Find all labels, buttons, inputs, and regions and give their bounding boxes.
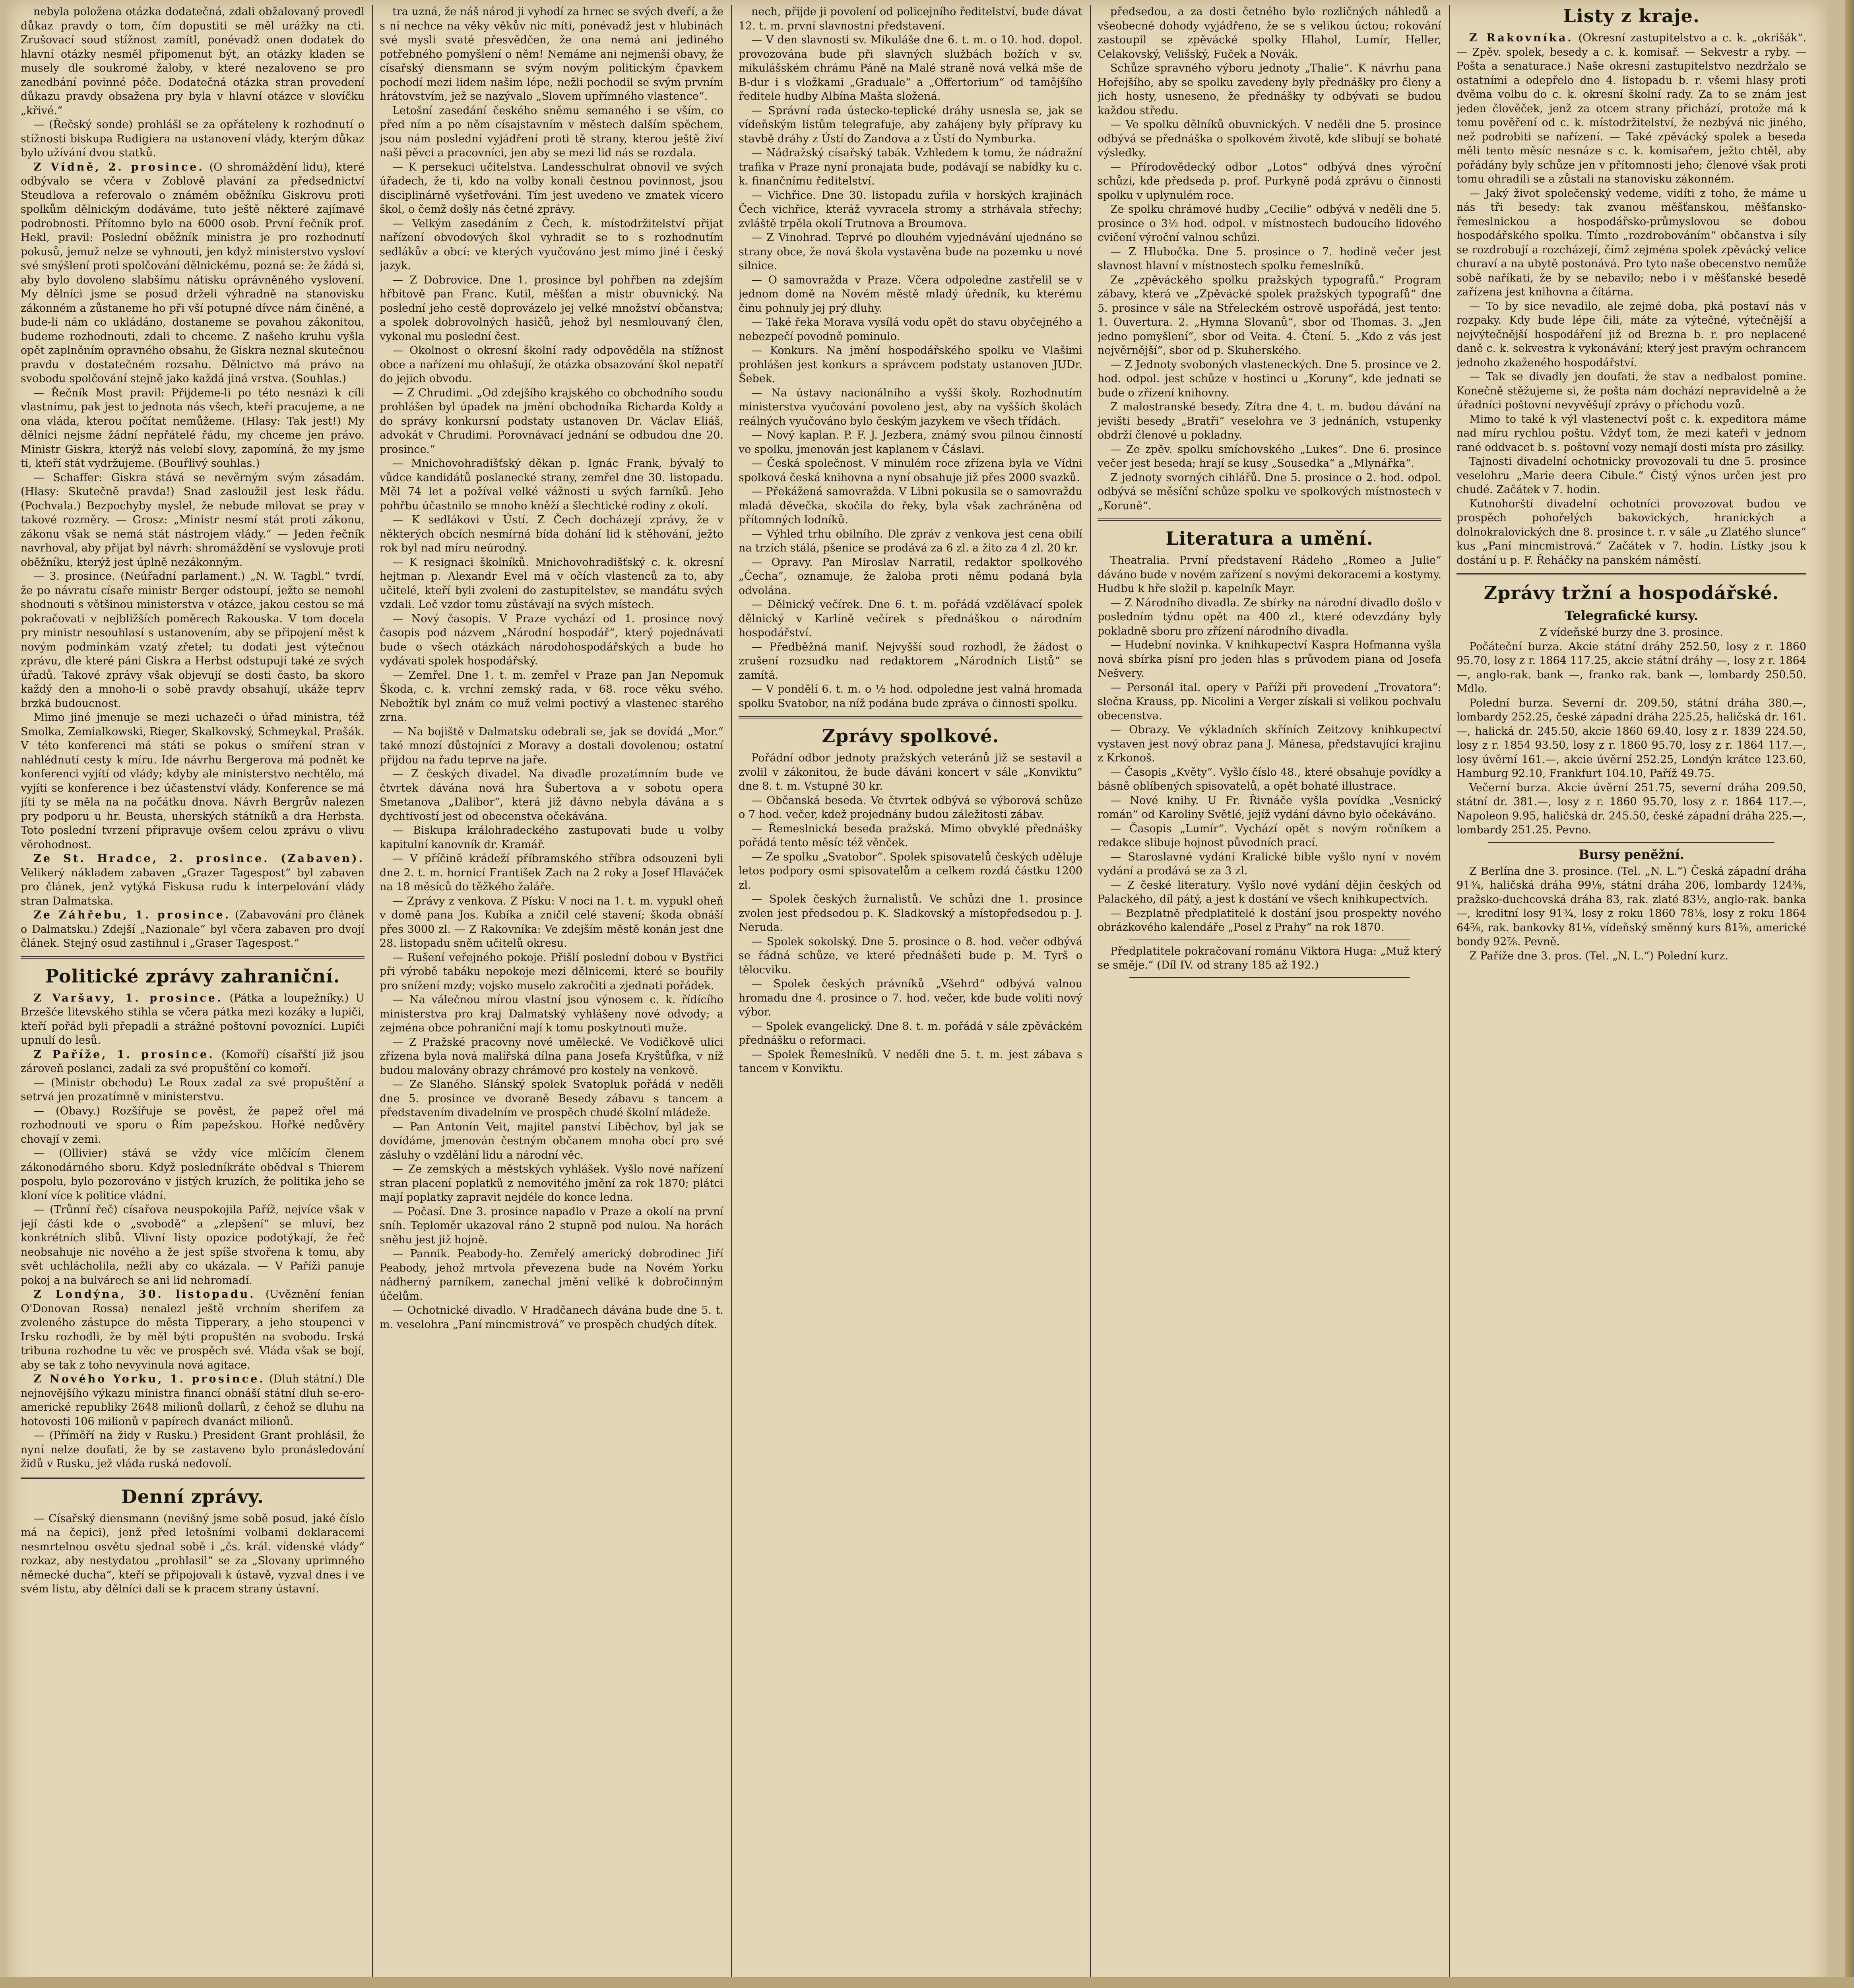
- page-bottom-edge: [0, 1977, 1854, 1988]
- paragraph: — V den slavnosti sv. Mikuláše dne 6. t. m. o 10. hod. dopol. provozována bude při slavných službách božích v sv. mikulášském chrámu Páně na Malé straně nová velká mše de B-dur i s vložkami „Graduale“ a „Offertorium“ od tamějšího ředitele hudby Albína Mašta složená.: [739, 34, 1082, 103]
- paragraph: Z vídeňské burzy dne 3. prosince.: [1540, 626, 1723, 639]
- section-divider: [739, 716, 1082, 718]
- paragraph: — V příčině krádeží příbramského stříbra odsouzeni byli dne 2. t. m. hornicí František Zach na 2 roky a Josef Hlaváček na 18 měsíců do těžkého žaláře.: [380, 852, 723, 893]
- paragraph: — Časopis „Květy“. Vyšlo číslo 48., které obsahuje povídky a básně oblíbených spisovatelů, a opět bohaté illustrace.: [1098, 766, 1441, 792]
- paragraph: — Česká společnost. V minulém roce zřízena byla ve Vídni spolková česká knihovna a nyní obsahuje již přes 2000 svazků.: [739, 457, 1082, 484]
- column-3: [739, 5, 1082, 1988]
- paragraph: Theatralia. První představení Rádeho „Romeo a Julie“ dáváno bude v novém zařízení s novými dekoracemi a kostymy. Hudbu k hře složil p. kapelník Mayr.: [1098, 554, 1441, 595]
- dateline: Z Varšavy, 1. prosince.: [33, 992, 223, 1004]
- paragraph: — Spolek evangelický. Dne 8. t. m. pořádá v sále zpěváckém přednášku o reformaci.: [739, 1020, 1082, 1046]
- paragraph: — Ze zpěv. spolku smíchovského „Lukes“. Dne 6. prosince večer jest beseda; hrají se kusy „Sousedka“ a „Mlynářka“.: [1098, 443, 1441, 470]
- divider: [1488, 842, 1774, 843]
- paragraph: — (Ministr obchodu) Le Roux zadal za své propuštění a setrvá jen prozatímně v ministerstvu.: [21, 1076, 365, 1103]
- section-divider: [21, 956, 365, 959]
- paragraph: — Nový kaplan. P. F. J. Jezbera, známý svou pilnou činností ve spolku, jmenován jest kaplanem v Čáslavi.: [739, 429, 1082, 456]
- paragraph: — K persekuci učitelstva. Landesschulrat obnovil ve svých úřadech, že ti, kdo na volby konali čestnou povinnost, jsou disciplinárně vyšetřováni. Tím jest uvedeno ve zmatek vícero škol, o čemž došly nás četné zprávy.: [380, 161, 723, 215]
- paragraph: Z Paříže dne 3. pros. (Tel. „N. L.“) Polední kurz.: [1469, 949, 1728, 962]
- paragraph: — Spolek Řemeslníků. V neděli dne 5. t. m. jest zábava s tancem v Konviktu.: [739, 1048, 1082, 1075]
- dateline: Z Rakovníka.: [1469, 32, 1573, 44]
- section-heading-markets: Zprávy tržní a hospodářské.: [1484, 582, 1779, 604]
- paragraph: — Ve spolku dělníků obuvnických. V neděli dne 5. prosince odbývá se přednáška o spolkovém životě, kde slibují se bohaté výsledky.: [1098, 118, 1441, 159]
- paragraph: Polední burza. Severní dr. 209.50, státní dráha 380.—, lombardy 252.25, české západní dráha 225.25, haličská dr. 161.—, halická dr. 245.50, akcie 1860 69.40, losy z r. 1839 224.50, losy z r. 1854 93.50, losy z r. 1860 95.70, losy z r. 1864 117.—, losy úvěrní 161.—, akcie úvěrní 252.25, Londýn krátce 123.60, Hamburg 92.10, Frankfurt 104.10, Paříž 49.75.: [1456, 697, 1806, 780]
- subheading-telegraph-rates: Telegrafické kursy.: [1565, 608, 1698, 623]
- paragraph: Počáteční burza. Akcie státní dráhy 252.50, losy z r. 1860 95.70, losy z r. 1864 117.25, akcie státní dráhy —, losy z r. 1864 —, anglo-rak. bank —, franko rak. bank —, lombardy 250.50. Mdlo.: [1456, 640, 1806, 695]
- section-heading-daily: Denní zprávy.: [121, 1485, 264, 1507]
- divider: [1129, 977, 1410, 978]
- section-heading-regions: Listy z kraje.: [1563, 5, 1700, 27]
- paragraph: Z jednoty svorných cihlářů. Dne 5. prosince o 2. hod. odpol. odbývá se měsíční schůze spolku ve spolkových místnostech v „Koruně“.: [1098, 471, 1441, 512]
- paragraph: Letošní zasedání českého sněmu semaného i se vším, co před ním a po něm císajstavním v městech dalším spěchem, jsou nám poslední vyjádření proti tě strany, kterou ještě živí naši pěvci a pracovníci, jen aby se mezi lid nás se rozdala.: [380, 104, 723, 159]
- paragraph: — Ochotnické divadlo. V Hradčanech dávána bude dne 5. t. m. veselohra „Paní mincmistrová“ ve prospěch chudých dítek.: [380, 1304, 723, 1331]
- column-4: [1098, 5, 1441, 1988]
- paragraph: — Na bojiště v Dalmatsku odebrali se, jak se dovídá „Mor.“ také mnozí důstojníci z Moravy a dostali dovolenou; ostatní přijdou na řadu teprve na jaře.: [380, 725, 723, 766]
- news-item: [21, 1048, 365, 1076]
- column-5: [1456, 5, 1806, 1988]
- paragraph: Předplatitele pokračovaní románu Viktora Huga: „Muž který se směje.“ (Díl IV. od strany 185 až 192.): [1098, 945, 1441, 971]
- column-rule: [1090, 5, 1091, 1988]
- paragraph: Mimo jiné jmenuje se mezi uchazeči o úřad ministra, též Smolka, Zemialkowski, Rieger, Skalkovský, Schmeykal, Prašák. V této konferenci má státi se pokus o smíření stran v nahlédnutí cesty k míru. Ide návrhu Bergerova má podnět ke konferenci vyjítí od vlády; kdyby ale ministerstvo nechtělo, má vyjíti se konference i bez účastenství vlády. Konference se má jíti ty se měla na na počátku dnova. Návrh Bergrův nalezen pry podporu u hr. Beusta, uherských státníků a dra Herbsta. Toto poslední tvrzení připravuje ovšem celou zprávu o vlivu věrohodnost.: [21, 711, 365, 851]
- paragraph: — Biskupa králohradeckého zastupovati bude u volby kapitulní kanovník dr. Kramář.: [380, 824, 723, 851]
- paragraph: — Konkurs. Na jmění hospodářského spolku ve Vlašimi prohlášen jest konkurs a správcem podstaty ustanoven JUDr. Šebek.: [739, 344, 1082, 385]
- paragraph: nebyla položena otázka dodatečná, zdali obžalovaný provedl důkaz pravdy o tom, čím dopustiti se měl urážky na cti. Zrušovací soud stížnost zamítl, ponévadž onen dodatek do hlavní otázky nesměl připomenut být, an otázky kladen se musely dle soukromé žaloby, v které nezaloveno se pro zanedbání povinné péče. Dodatečná otázka stran provedení důkazu pravdy obsažena pry byla v hlavní otázce v slovíčku „křivé.“: [21, 6, 365, 117]
- paragraph: — Z české literatury. Vyšlo nové vydání dějin českých od Palackého, díl pátý, a jest k dostání ve všech knihkupectvích.: [1098, 879, 1441, 905]
- news-text: (Uvěznění fenian O'Donovan Rossa) nenalezl ještě vrchním sherifem za zvoleného zástupce do města Tipperary, a jeho stoupenci v Irsku rozhodli, že by měl býti propuštěn na svobodu. Irská tribuna rozhodne tu věc ve prospěch své. Vláda však se bojí, aby se tak z toho nevyvinula nová agitace.: [21, 1288, 365, 1371]
- paragraph: — Staroslavné vydání Kralické bible vyšlo nyní v novém vydání a prodává se za 3 zl.: [1098, 850, 1441, 877]
- news-text: (Okresní zastupitelstvo a c. k. „okrišák“. — Zpěv. spolek, besedy a c. k. komisař. — Sekvestr a ryby. — Pošta a senaturace.) Naše okresní zastupitelstvo nezdržalo se ostatními a odepřelo dne 4. listopadu b. r. všemi hlasy proti dvěma volbu do c. k. okresní školní rady. Za to se znám jest jeden člověček, jenž za otcem strany přichází, protože má k tomu pověření od c. k. místodržitelství, že nezbývá nic jiného, než podrobiti se nařízení. — Také zpěvácký spolek a beseda měli tento měsíc nesnáze s c. k. komisařem, ježto chtěl, aby pořádány byly schůze jen v přítomnosti jeho; členové však proti tomu ohradili se a zůstali na stanovisku zákonném.: [1456, 32, 1806, 185]
- paragraph: — Z Vinohrad. Teprvé po dlouhém vyjednávání ujednáno se strany obce, že nová škola vystavěna bude na pozemku u nové silnice.: [739, 231, 1082, 272]
- paragraph: — Jaký život společenský vedeme, vidíti z toho, že máme u nás tři besedy: tak zvanou měšťanskou, měšťansko-řemeslnickou a hospodářsko-průmyslovou se dobou hospodářského spolku. Tímto „rozdrobováním“ občanstva i síly se rozdrobují a rozcházejí, čímž zejména spolek zpěvácký velice churaví a na ubytě postonává. Pro tyto naše obecenstvo nemůže sobě naříkati, že by se nebavilo; nebo i v měšťanské besedě zařízena jest knihovna a čítárna.: [1456, 187, 1806, 298]
- paragraph: — O samovražda v Praze. Včera odpoledne zastřelil se v jednom domě na Novém městě mladý úředník, ku kterému činu pohnuly jej prý dluhy.: [739, 274, 1082, 315]
- paragraph: — K resignaci školníků. Mnichovohradišťský c. k. okresní hejtman p. Alexandr Evel má v očích vlastenců za to, aby učitelé, kteří byli zvoleni do zastupitelstev, se mandátu svých vzdali. Leč vzdor tomu zůstávají na svých místech.: [380, 556, 723, 611]
- paragraph: předsedou, a za dosti četného bylo rozličných náhledů a všeobecné dohody vyjádřeno, že se s velikou úctou; rokování zastoupil se zpěvácké spolky Hlahol, Lumír, Heller, Celakovský, Velišský, Fuček a Novák.: [1098, 6, 1441, 60]
- news-item: [21, 852, 365, 908]
- dateline: Z Nového Yorku, 1. prosince.: [33, 1373, 265, 1385]
- paragraph: — Ze spolku „Svatobor“. Spolek spisovatelů českých uděluje letos podpory osmi spisovatelům a celkem rozdá částku 1200 zl.: [739, 850, 1082, 891]
- paragraph: — Překážená samovražda. V Libni pokusila se o samovraždu mladá děvečka, skočila do řeky, byla však zachráněna od přítomných lodníků.: [739, 485, 1082, 526]
- paragraph: Kutnohorští divadelní ochotníci provozovat budou ve prospěch pohořelých bakovických, hranických a dolnokralovických dne 8. prosince t. r. v sále „u Zlatého slunce“ kus „Paní mincmistrová.“ Začátek v 7. hodin. Lístky jsou k dostání u p. F. Řeháčky na panském náměstí.: [1456, 497, 1806, 567]
- paragraph: — Rušení veřejného pokoje. Přišlí poslední dobou v Bystřici při výrobě tabáku nepokoje mezi dělnicemi, které se bouřily pro snížení mzdy; vojsko muselo zakročiti a zjednati pořádek.: [380, 951, 723, 992]
- news-text: Velikerý nákladem zabaven „Grazer Tagespost“ byl zabaven pro článek, jenž vytýká Fiskusa rudu k interpelování vlády stran Dalmatska.: [21, 866, 365, 907]
- paragraph: Tajnosti divadelní ochotnicky provozovali tu dne 5. prosince veselohru „Marie deera Cibule.“ Čistý výnos určen jest pro chudé. Začátek v 7. hodin.: [1456, 455, 1806, 496]
- paragraph: — Z Chrudimi. „Od zdejšího krajského co obchodního soudu prohlášen byl úpadek na jmění obchodníka Richarda Koldy a do správy konkursní podstaty ustanoven Dr. Václav Eliáš, advokát v Chrudimi. Porovnávací jednání se odbudou dne 20. prosince.“: [380, 386, 723, 456]
- paragraph: — Obrazy. Ve výkladních skříních Zeitzovy knihkupectví vystaven jest nový obraz pana J. Mánesa, představující krajinu z Krkonoš.: [1098, 724, 1441, 764]
- paragraph: Pořádní odbor jednoty pražských veteránů již se sestavil a zvolil v zákonitou, že bude dáváni koncert v sále „Konviktu“ dne 8. t. m. Vstupné 30 kr.: [739, 752, 1082, 792]
- news-item: [21, 1372, 365, 1429]
- paragraph: — Opravy. Pan Miroslav Narratil, redaktor spolkového „Čecha“, oznamuje, že žaloba proti němu podaná byla odvolána.: [739, 556, 1082, 597]
- paragraph: — Spolek českých právníků „Všehrd“ odbývá valnou hromadu dne 4. prosince o 7. hod. večer, kde bude voliti nový výbor.: [739, 978, 1082, 1018]
- paragraph: — Nádražský císařský tabák. Vzhledem k tomu, že nádražní trafika v Praze nyní pronajata bude, podávají se nabídky ku c. k. finančnímu ředitelství.: [739, 147, 1082, 187]
- news-text: (Komoří) císařští již jsou zároveň poslanci, zadali za své propuštění co komoří.: [21, 1048, 365, 1075]
- paragraph: — Ze Slaného. Slánský spolek Svatopluk pořádá v neděli dne 5. prosince ve dvoraně Besedy zábavu s tancem a představením divadelním ve prospěch chudé školní mládeže.: [380, 1078, 723, 1119]
- paragraph: — V pondělí 6. t. m. o ½ hod. odpoledne jest valná hromada spolku Svatobor, na níž podána bude zpráva o činnosti spolku.: [739, 683, 1082, 710]
- section-divider: [21, 1477, 365, 1479]
- paragraph: — Počasí. Dne 3. prosince napadlo v Praze a okolí na první sníh. Teploměr ukazoval ráno 2 stupně pod nulou. Na horách sněhu jest již hojně.: [380, 1205, 723, 1246]
- paragraph: — Na ústavy nacionálního a vyšší školy. Rozhodnutím ministerstva vyučování povoleno jest, aby na vyšších školách reálných vyučováno bylo českým jazykem ve všech třídách.: [739, 386, 1082, 427]
- news-item: [21, 160, 365, 386]
- news-item: [21, 908, 365, 951]
- paragraph: — Správní rada ústecko-teplické dráhy usnesla se, jak se vídeňským listům telegrafuje, aby zahájeny byly přípravy ku stavbě dráhy z Ústí do Zandova a z Ústí do Nymburka.: [739, 104, 1082, 145]
- paragraph: — Občanská beseda. Ve čtvrtek odbývá se výborová schůze o 7 hod. večer, kdež projednány budou záležitosti zábav.: [739, 794, 1082, 821]
- column-rule: [372, 5, 373, 1988]
- dateline: Ze St. Hradce, 2. prosince. (Zabaven).: [33, 852, 365, 865]
- paragraph: — To by sice nevadilo, ale zejmé doba, pká postaví nás v rozpaky. Kdy bude lépe čili, máte za výtečné, výtečnější a nejvýtečnější hospodáření již od Brezna b. r. pro neplacené daně c. k. sekvestra k vykonávání; který jest pravým ochrancem jednoho zkaženého hospodářství.: [1456, 300, 1806, 369]
- news-text: (Zabavování pro článek o Dalmatsku.) Zdejší „Nazionale“ byl včera zabaven pro dvojí článek. Stejný osud zastihnul i „Graser Tagespost.“: [21, 909, 365, 949]
- page-edge: [1845, 0, 1854, 1988]
- paragraph: — Předběžná manif. Nejvyšší soud rozhodl, že žádost o zrušení rozsudku nad redaktorem „Národních Listů“ se zamítá.: [739, 641, 1082, 681]
- section-heading-politics: Politické zprávy zahraniční.: [45, 965, 340, 987]
- paragraph: — (Ollivier) stává se vždy více mlčícím členem zákonodárného sboru. Když posledníkráte obědval s Thierem pospolu, bylo pozorováno v jistých kruzích, že politika jeho se kloní více k politice vládní.: [21, 1147, 365, 1202]
- paragraph: — Z Jednoty svoboných vlasteneckých. Dne 5. prosince ve 2. hod. odpol. jest schůze v hostinci u „Koruny“, kde jednati se bude o zřízení knihovny.: [1098, 358, 1441, 399]
- news-text: (O shromáždění lidu), které odbývalo se včera v Zoblově plavání za předsednictví Steudlova a referovalo o známém oběžníku Giskrovu proti spolkům dělnickým dodáváme, tuto ještě některé zajímavé podrobnosti. Přítomno bylo na 6000 osob. První řečník prof. Hekl, pravil: Poslední oběžník ministra je pro rozhodnutí pokusů, jemuž nelze se vyhnouti, jen když ministerstvo vysloví své smýšlení proti spolčování dělnickému, pozná se: že žádá si, aby bylo dovoleno slabšímu nátisku oprávněného vyslovení. My dělníci jsme se posud drželi výhradně na stanovisku zákonném a zůstaneme ho při vší potupné dívce nám činěné, a bude-li nám co ukládáno, dostaneme se povahou zákonitou, budeme rozhodnouti, zdali to chceme. Z našeho kruhu vyšla opět zaplněním opravného obsahu, že Giskra neznal skutečnou pravdu v dostatečném rozsahu. Dělnictvo má právo na svobodu spolčování stejně jako každá jiná vrstva. (Souhlas.): [21, 161, 365, 385]
- paragraph: — Na válečnou mírou vlastní jsou výnosem c. k. řídícího ministerstva pro kraj Dalmatský vyhlášeny nové odvody; a zejména obce pohraniční mají k tomu poskytnouti muže.: [380, 994, 723, 1034]
- paragraph: — (Trůnní řeč) císařova neuspokojila Paříž, nejvíce však v její části kde o „svobodě“ a „zlepšení“ se mluví, bez konkrétních slibů. Vlivní listy opozice podotýkají, že řeč neobsahuje nic nového a že jest spíše stvořena k tomu, aby svět uchlácholila, nežli aby co ukázala. — V Paříži panuje pokoj a na bulvárech se ani lid nehromadí.: [21, 1204, 365, 1287]
- paragraph: — Spolek českých žurnalistů. Ve schůzi dne 1. prosince zvolen jest předsedou p. K. Sladkovský a místopředsedou p. J. Neruda.: [739, 893, 1082, 934]
- paragraph: — Nové knihy. U Fr. Řivnáče vyšla povídka „Vesnický román“ od Karoliny Světlé, jejíž vydání dávno bylo očekáváno.: [1098, 794, 1441, 821]
- paragraph: — Z Dobrovice. Dne 1. prosince byl pohřben na zdejším hřbitově pan Franc. Kutil, měšťan a mistr obuvnický. Na poslední jeho cestě doprovázelo jej velké množství občanstva; a spolek dobrovolných hasičů, jehož byl nesmlouvaný člen, vykonal mu poslední čest.: [380, 274, 723, 343]
- paragraph: — Bezplatně předplatitelé k dostání jsou prospekty nového obrázkového kalendáře „Posel z Prahy“ na rok 1870.: [1098, 907, 1441, 934]
- paragraph: — Dělnický večírek. Dne 6. t. m. pořádá vzdělávací spolek dělnický v Karlíně večírek s přednáškou o národním hospodářství.: [739, 598, 1082, 639]
- column-1: [21, 5, 365, 1988]
- paragraph: — Z Národního divadla. Ze sbírky na národní divadlo došlo v posledním týdnu opět na 400 zl., které odevzdány byly pokladně sboru pro zřízení národního divadla.: [1098, 596, 1441, 637]
- paragraph: — Okolnost o okresní školní rady odpověděla na stížnost obce a nařízení mu ohlašují, že otázka obsazování škol nepatří do jejich obvodu.: [380, 344, 723, 385]
- paragraph: — (Příměří na židy v Rusku.) President Grant prohlásil, že nyní nelze doufati, že by se zastaveno bylo pronásledování židů v Rusku, jež vláda ruská nedovolí.: [21, 1429, 365, 1470]
- paragraph: Mimo to také k výl vlastenectví pošt c. k. expeditora máme nad míru rychlou poštu. Vždyť tom, že mezi kateři v jednom rané oddvacet b. s. poštovní vozy nemají dosti místa pro zásilky.: [1456, 413, 1806, 454]
- news-item: [1456, 31, 1806, 186]
- paragraph: Ze „zpěváckého spolku pražských typografů.“ Program zábavy, která ve „Zpěvácké spolek pražských typografů“ dne 5. prosince v sále na Střeleckém ostrově uspořádá, jest tento: 1. Ouvertura. 2. „Hymna Slovanů“, sbor od Thomas. 3. „Jen jedno pomyšlení“, sbor od Veita. 4. Čtení. 5. „Kdo z vás jest nejvěrnější“, sbor od p. Skuherského.: [1098, 274, 1441, 357]
- subheading-money-markets: Bursy peněžní.: [1578, 846, 1684, 862]
- news-text: (Dluh státní.) Dle nejnovějšího výkazu ministra financí obnáší státní dluh se-ero-americké republiky 2648 milionů dollarů, z čehož se dluhu na hotovosti 106 milionů v papírech dvanáct milionů.: [21, 1373, 365, 1428]
- paragraph: Večerní burza. Akcie úvěrní 251.75, severní dráha 209.50, státní dr. 381.—, losy z r. 1860 95.70, losy z r. 1864 117.—, Napoleon 9.95, haličská dr. 245.50, české západní dráha 225.—, lombardy 251.25. Pevno.: [1456, 781, 1806, 836]
- paragraph: — Zemřel. Dne 1. t. m. zemřel v Praze pan Jan Nepomuk Škoda, c. k. vrchní zemský rada, v 68. roce věku svého. Nebožtík byl znám co muž velmi poctivý a vlastenec starého zrna.: [380, 669, 723, 724]
- paragraph: — Řemeslnická beseda pražská. Mimo obvyklé přednášky pořádá tento měsíc též věnček.: [739, 822, 1082, 849]
- paragraph: — Řečník Most pravil: Přijdeme-li po této nesnázi k cíli vlastnímu, pak jest to jednota nás všech, kteří pracujeme, a ne ona vláda, kterou počítat nemůžeme. (Hlasy: Tak jest!) My dělníci nejsme žádní nepřátelé řádu, my chceme jen právo. Ministr Giskra, kterýž nás velebí slovy, zapomíná, že my jsme ti, kteří stát vydržujeme. (Bouřlivý souhlas.): [21, 386, 365, 470]
- paragraph: — Zprávy z venkova. Z Písku: V noci na 1. t. m. vypukl oheň v domě pana Jos. Kubíka a zničil celé stavení; škoda obnáší přes 3000 zl. — Z Rakovníka: Ve zdejším městě konán jest dne 28. listopadu sněm učitelů okresu.: [380, 895, 723, 949]
- paragraph: nech, přijde ji povolení od policejního ředitelství, bude dávat 12. t. m. první slavnostní představení.: [739, 6, 1082, 32]
- paragraph: — Tak se divadly jen doufati, že stav a nedbalost pomine. Konečně stěžujeme si, že pošta nám dochází nepravidelně a že úřadníci poštovní nevyvěšují zprávy o příchodu vozů.: [1456, 371, 1806, 411]
- paragraph: tra uzná, že náš národ ji vyhodí za hrnec se svých dveří, a že s ní nechce na věky věkův nic míti, ponévadž jest v hlubinách své mysli svaté přesvědčen, že ona nemá ani jediného potřebného pomyšlení o něm! Nemáme ani nejmenší obavy, že císařský diensmann se svým novým politickým čpavkem pochodí mezi lidem našim lépe, nežli pochodil se svým prvním hrátovstvím, jež se nazývalo „Slovem upřímného vlastence“.: [380, 6, 723, 103]
- paragraph: — Nový časopis. V Praze vychází od 1. prosince nový časopis pod názvem „Národní hospodář“, který pojednávati bude o všech otázkách národohospodářských a bude ho vydávati spolek hospodářský.: [380, 612, 723, 667]
- paragraph: Z Berlína dne 3. prosince. (Tel. „N. L.“) Česká západní dráha 91¾, haličská dráha 99⅛, státní dráha 206, lombardy 124⅜, pražsko-duchcovská dráha 83, rak. zlaté 83½, anglo-rak. banka —, kreditní losy 91¾, losy z roku 1860 78⅛, losy z roku 1864 64⅝, rak. bankovky 81⅛, vídeňský směnný kurs 81⅝, americké bondy 92⅞. Pevně.: [1456, 865, 1806, 948]
- paragraph: — Pan Antonín Veit, majitel panství Liběchov, byl jak se dovídáme, jmenován čestným občanem mnoha obcí pro své zásluhy o vzdělání lidu a národní věc.: [380, 1120, 723, 1161]
- news-item: [21, 991, 365, 1048]
- newspaper-page: [7, 0, 1827, 1988]
- news-text: (Pátka a loupežníky.) U Brzešće litevského stihla se včera pátka mezi kozáky a lupiči, kteří pořád byli přepadli a strážné poštovní povozníci. Lupiči upnulí do lesů.: [21, 992, 365, 1046]
- paragraph: — Vichřice. Dne 30. listopadu zuřila v horských krajinách Čech vichřice, kteráž vyvracela stromy a strhávala střechy; zvláště trpěla okolí Trutnova a Broumova.: [739, 189, 1082, 230]
- paragraph: — Výhled trhu obilního. Dle zpráv z venkova jest cena obilí na trzích stálá, pšenice se prodává za 6 zl. a žito za 4 zl. 20 kr.: [739, 528, 1082, 554]
- paragraph: — Z Pražské pracovny nové umělecké. Ve Vodičkově ulici zřízena byla nová malířská dílna pana Josefa Kryštůfka, v níž budou malovány obrazy chrámové pro kostely na venkově.: [380, 1036, 723, 1077]
- paragraph: — Také řeka Morava vysílá vodu opět do stavu obyčejného a nebezpečí povodně pominulo.: [739, 316, 1082, 343]
- paragraph: — Velkým zasedáním z Čech, k. místodržitelství přijat nařízení obvodových škol vyhradit se to s rozhodnutím sedlákův a obcí: ve kterých vyučováno jest mimo jiné i český jazyk.: [380, 217, 723, 272]
- dateline: Z Paříže, 1. prosince.: [33, 1048, 215, 1061]
- dateline: Ze Záhřebu, 1. prosince.: [33, 909, 231, 921]
- dateline: Z Vídně, 2. prosince.: [33, 161, 204, 173]
- paragraph: — (Obavy.) Rozšířuje se pověst, že papež ořel má rozhodnouti ve sporu o Řím papežskou. Hořké nedůvěry chovají v zemi.: [21, 1105, 365, 1145]
- paragraph: Ze spolku chrámové hudby „Cecilie“ odbývá v neděli dne 5. prosince o 3½ hod. odpol. v místnostech budoucího lidového cvičení výroční valnou schůzi.: [1098, 203, 1441, 244]
- paragraph: — Ze zemských a městských vyhlášek. Vyšlo nové nařízení stran placení poplatků z nemovitého jmění za rok 1870; plátci mají poplatky zapravit nejdéle do konce ledna.: [380, 1163, 723, 1204]
- paragraph: — Císařský diensmann (nevišný jsme sobě posud, jaké číslo má na čepici), jenž před letošními volbami deklaracemi nesmrtelnou osvětu sjednal sobě i „čs. král. vídenské vlády“ rozkaz, aby nestydatou „prohlasil“ se za „Slovany uprimného německé ducha“, kteří se připojovali k ústavě, vyzval dnes i ve svém listu, aby dělníci dali se k pracem strany ústavní.: [21, 1512, 365, 1595]
- column-rule: [1449, 5, 1450, 1988]
- paragraph: — Časopis „Lumír“. Vychází opět s novým ročníkem a redakce slibuje hojnost původních prací.: [1098, 822, 1441, 849]
- section-heading-literature: Literatura a umění.: [1166, 528, 1373, 549]
- column-rule: [731, 5, 732, 1988]
- paragraph: Z malostranské besedy. Zítra dne 4. t. m. budou dávání na jevišti besedy „Bratři“ veselohra ve 3 jednáních, vstupenky obdrží členové u pokladny.: [1098, 401, 1441, 441]
- paragraph: — Pannik. Peabody-ho. Zemřelý americký dobrodinec Jiří Peabody, jehož mrtvola převezena bude na Novém Yorku nádherný parníkem, zanechal jmění veliké k dobročinným účelům.: [380, 1248, 723, 1303]
- paragraph: — Spolek sokolský. Dne 5. prosince o 8. hod. večer odbývá se řádná schůze, ve které přednášeti bude p. M. Tyrš o tělocviku.: [739, 935, 1082, 976]
- paragraph: — Schaffer: Giskra stává se nevěrným svým zásadám. (Hlasy: Skutečně pravda!) Snad zasloužil jest lesk řádu. (Pochvala.) Bezpochyby myslel, že nebude milovat se pray v takové rozměry. — Grosz: „Ministr nesmí stát proti zákonu, zákonu však se nemá stát nástrojem vlády.“ — Jeden řečník navrhoval, aby přijat byl návrh: shromáždění se vyslovuje proti oběžníku, kterýž jest úplně nezákonným.: [21, 471, 365, 569]
- paragraph: — Z českých divadel. Na divadle prozatímním bude ve čtvrtek dávána nová hra Šubertova a v sobotu opera Smetanova „Dalibor“, která již dávno nebyla dávána a s dychtivostí jest od obecenstva očekávána.: [380, 768, 723, 823]
- column-2: [380, 5, 723, 1988]
- paragraph: — Hudební novinka. V knihkupectví Kaspra Hofmanna vyšla nová sbírka písní pro jeden hlas s průvodem piana od Josefa Nešvery.: [1098, 639, 1441, 679]
- paragraph: — Mnichovohradišťský děkan p. Ignác Frank, bývalý to vůdce kandidátů poslanecké strany, zemřel dne 30. listopadu. Měl 74 let a požíval velké vážnosti u svých farníků. Jeho pohřbu účastnilo se mnoho kněží a šlechtické rodiny z okolí.: [380, 457, 723, 512]
- paragraph: — Z Hlubočka. Dne 5. prosince o 7. hodině večer jest slavnost hlavní v místnostech spolku řemeslníků.: [1098, 245, 1441, 272]
- paragraph: — Personál ital. opery v Paříži při provedení „Trovatora“: slečna Krauss, pp. Nicolini a Verger získali si velikou pochvalu obecenstva.: [1098, 681, 1441, 722]
- dateline: Z Londýna, 30. listopadu.: [33, 1288, 256, 1301]
- paragraph: Schůze spravného výboru jednoty „Thalie“. K návrhu pana Hořejšího, aby se spolku zavedeny byly přednášky pro členy a jich hosty, usneseno, že přednášky ty odbývati se budou každou středu.: [1098, 62, 1441, 117]
- section-divider: [1456, 573, 1806, 575]
- section-heading-societies: Zprávy spolkové.: [822, 725, 999, 747]
- paragraph: — K sedlákovi v Ústí. Z Čech docházejí zprávy, že v některých obcích nesmírná bída dohání lid k stěhování, ježto rok byl nad míru neúrodný.: [380, 514, 723, 554]
- section-divider: [1098, 518, 1441, 521]
- paragraph: — Přírodovědecký odbor „Lotos“ odbývá dnes výroční schůzi, kde předseda p. prof. Purkyně podá zprávu o činnosti spolku v uplynulém roce.: [1098, 161, 1441, 202]
- news-item: [21, 1287, 365, 1372]
- paragraph: — 3. prosince. (Neúřadní parlament.) „N. W. Tagbl.“ tvrdí, že po návratu císaře ministr Berger odstoupí, ježto se nemohl shodnouti s většinou ministerstva v otázce, jakou cestou se má pokračovati v nejbližších poměrech Rakouska. V tom docela pry ministr nesouhlasí s ustanovením, aby se připojení měst k novým podmínkám vzatý zřetel; tu dodati jest výtečnou zprávu, dle které páni Giskra a Herbst odstupují také ze svých úřadů. Takové zprávy však objevují se dosti často, ba skoro každý den a mnoho-li o sobě pravdy obsahují, ukáže teprv brzká budoucnost.: [21, 570, 365, 710]
- paragraph: — (Řečský sonde) prohlášl se za opřáteleny k rozhodnutí o stížnosti biskupa Rudigiera na ustanovení vlády, kterým důkaz bylo užívání dvou statků.: [21, 118, 365, 159]
